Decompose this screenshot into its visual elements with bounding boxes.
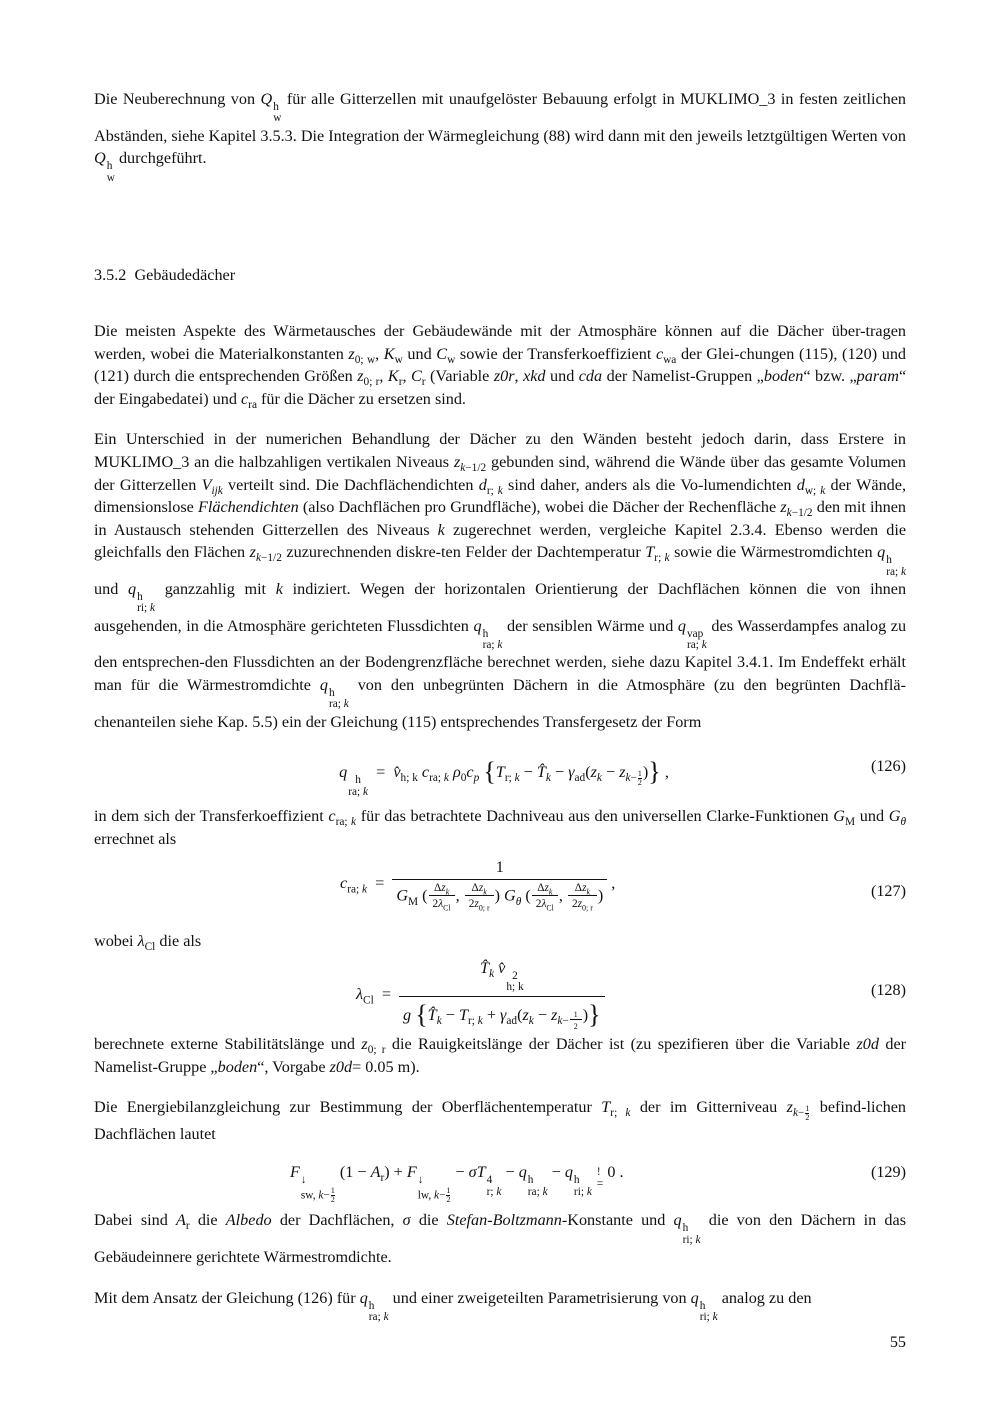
section-heading [94, 264, 906, 286]
equation-126: q h ra; k = $v̂_{h; k}$ $c_{ra; k}$ $\rho_0c_p$ {$T_{r; k}$ − $T̂_k - \gamma_{ad}(z_k - z_{k- \frac{1}{2}}$ )} , (126) [339, 757, 906, 798]
equation-number-129: (129) [870, 1163, 906, 1182]
equation-number-126: (126) [870, 757, 906, 776]
paragraph-5: berechnete externe Stabilitätslänge und $z_{0; r}$ die Rauigkeitslänge der Dächer ist (zu spezifieren über die Variable z0d der Namelist-Gruppe „boden“, Vorgabe z0d= 0.05 m). [94, 1035, 907, 1076]
equation-127: $c_{ra; k}$ = 1 $G_M$ ( $\Delta z_k$ $2\lambda_{Cl}$ , $\Delta z_k$ $2z_{0; r}$ ) $G_\theta$ ( $\Delta z_k$ $2\lambda_{Cl}$ , $\Delta z_k$ $2z_{0; r}$ ) , (127) [340, 858, 906, 913]
equation-number-128: (128) [870, 981, 906, 1000]
section-title: Gebäudedächer [134, 265, 236, 284]
paragraph-3: in dem sich der Transferkoeffizient $c_{ra; k}$ für das betrachtete Dachniveau aus den universellen Clarke-Funktionen $G_M$ und $G_\theta$ errechnet als [94, 807, 907, 848]
paragraph-6: Die Energiebilanzgleichung zur Bestimmung der Oberflächentemperatur $T_{r; k}$ der im Gitterniveau $z_{k- \frac{1}{2}}$ befind-lichen Dachflächen lautet [94, 1098, 907, 1143]
intro-paragraph: Die Neuberechnung von Q h w für alle Gitterzellen mit unaufgelöster Bebauung erfolgt in MUKLIMO_3 in festen zeitlichen Abständen, siehe Kapitel 3.5.3. Die Integration der Wärmegleichung (88) wird dann mit den jeweils letztgültigen Werten von Q h w durchgeführt. [94, 90, 906, 184]
paragraph-7: Dabei sind $A_r$ die Albedo der Dachflächen, σ die Stefan-Boltzmann-Konstante und q h ri; k die von den Dächern in das Gebäudeinnere gerichtete Wärmestromdichte. [94, 1211, 907, 1266]
equation-128: $\lambda_{Cl}$ = $T̂_k$ v̂ 2 h; k g {$T̂_k - T_{r; k} + \gamma_{ad}(z_k - z_{k- \frac{1}{2}}$ )} (128) [356, 959, 906, 1032]
paragraph-4: wobei $\lambda_{Cl}$ die als [94, 932, 202, 954]
equation-129: F ↓ sw, k− $\frac{1}{2}$ $(1 - A_r) + F$ ↓ lw, k− $\frac{1}{2}$ − σT 4 r; k − q h ra; k − q h ri; k ! = 0 . (129) [290, 1163, 906, 1204]
page-number: 55 [889, 1333, 906, 1351]
equation-number-127: (127) [870, 882, 906, 901]
paragraph-1: Die meisten Aspekte des Wärmetausches der Gebäudewände mit der Atmosphäre können auf die Dächer über-tragen werden, wobei die Materialkonstanten $z_{0; w}$, $K_w$ und $C_w$ sowie der Transferkoeffizient $c_{wa}$ der Glei-chungen (115), (120) und (121) durch die entsprechenden Größen $z_{0; r}$, $K_r$, $C_r$ (Variable z0r, xkd und cda der Namelist-Gruppen „boden“ bzw. „param“ der Eingabedatei) und $c_{ra}$ für die Dächer zu ersetzen sind. [94, 321, 907, 411]
paragraph-8: Mit dem Ansatz der Gleichung (126) für q h ra; k und einer zweigeteilten Parametrisierung von q h ri; k analog zu den [94, 1288, 812, 1323]
paragraph-2: Ein Unterschied in der numerichen Behandlung der Dächer zu den Wänden besteht jedoch darin, dass Erstere in MUKLIMO_3 an die halbzahligen vertikalen Niveaus $z_{k-1/2}$ gebunden sind, während die Wände über das gesamte Volumen der Gitterzellen $V_{ijk}$ verteilt sind. Die Dachflächendichten $d_{r; k}$ sind daher, anders als die Vo-lumendichten $d_{w; k}$ der Wände, dimensionslose Flächendichten (also Dachflächen pro Grundfläche), wobei die Dächer der Rechenfläche $z_{k-1/2}$ den mit ihnen in Austausch stehenden Gitterzellen des Niveaus k zugerechnet werden, vergleiche Kapitel 2.3.4. Ebenso werden die gleichfalls den Flächen $z_{k-1/2}$ zuzurechnenden diskre-ten Felder der Dachtemperatur $T_{r; k}$ sowie die Wärmestromdichten q h ra; k und q h ri; k ganzzahlig mit k indiziert. Wegen der horizontalen Orientierung der Dachflächen können die von ihnen ausgehenden, in die Atmosphäre gerichteten Flussdichten q h ra; k der sensiblen Wärme und q vap ra; k des Wasserdampfes analog zu den entsprechen-den Flussdichten an der Bodengrenzfläche berechnet werden, siehe dazu Kapitel 3.4.1. Im Endeffekt erhält man für die Wärmestromdichte q h ra; k von den unbegrünten Dächern in die Atmosphäre (zu den begrünten Dachflä-chenanteilen siehe Kap. 5.5) ein der Gleichung (115) entsprechendes Transfergesetz der Form [94, 430, 907, 731]
section-number: 3.5.2 [94, 265, 127, 284]
page-body [94, 88, 906, 1323]
